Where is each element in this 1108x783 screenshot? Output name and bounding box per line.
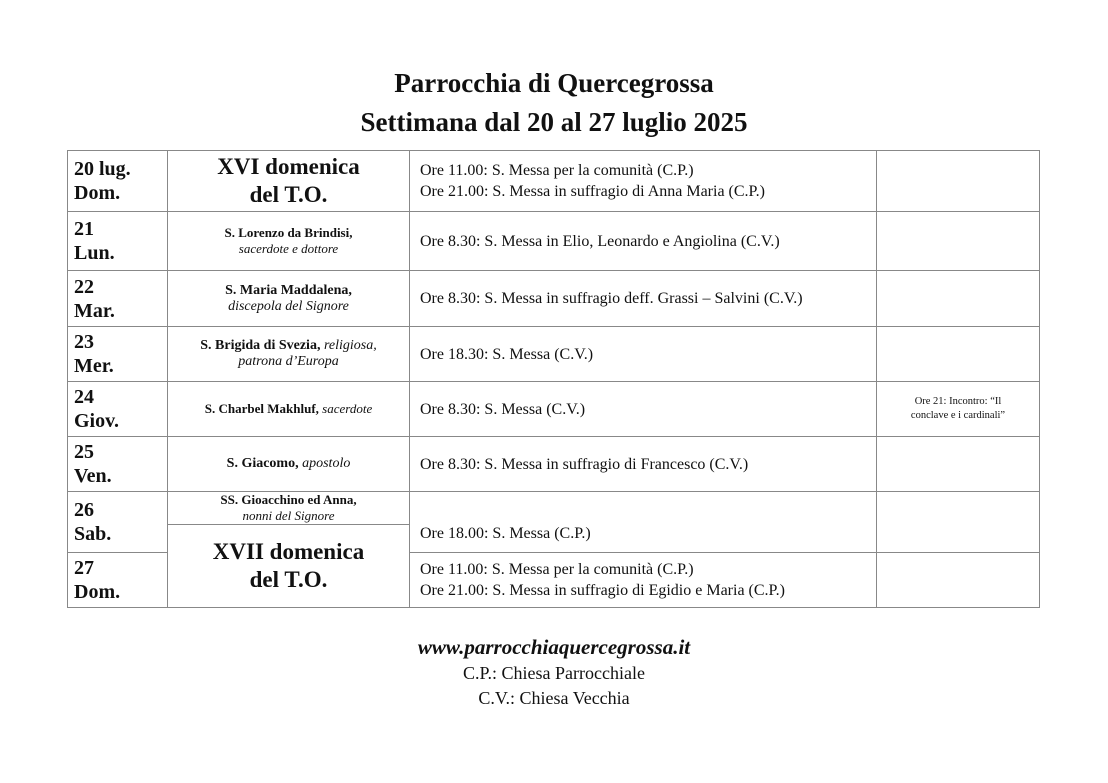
table-row (68, 492, 1040, 525)
day-number: 26 (74, 499, 94, 521)
table-row (68, 151, 1040, 212)
page-title: Parrocchia di Quercegrossa (394, 68, 714, 98)
mass-cell (410, 212, 877, 271)
mass-cell (410, 327, 877, 382)
saint-role: sacerdote (318, 401, 373, 416)
day-cell (68, 327, 168, 382)
mass-line: Ore 11.00: S. Messa per la comunità (C.P.) (420, 561, 694, 578)
mass-line: Ore 21.00: S. Messa in suffragio di Anna Maria (C.P.) (420, 183, 765, 200)
table-row (68, 327, 1040, 382)
day-cell (68, 271, 168, 327)
day-cell (68, 437, 168, 492)
schedule-table (67, 150, 1040, 608)
celebration-line: XVII domenica (212, 539, 365, 564)
note-cell (877, 553, 1040, 608)
day-cell (68, 212, 168, 271)
table-row (68, 271, 1040, 327)
table-row (68, 212, 1040, 271)
day-name: Mar. (74, 299, 115, 322)
note-cell (877, 382, 1040, 437)
day-name: Sab. (74, 523, 112, 545)
saint-role: religiosa, (320, 338, 377, 353)
legend-cv: C.V.: Chiesa Vecchia (478, 688, 630, 708)
mass-line: Ore 18.00: S. Messa (C.P.) (420, 524, 591, 542)
note-cell (877, 492, 1040, 553)
mass-cell (410, 553, 877, 608)
day-number: 20 lug. (74, 158, 131, 180)
day-number: 21 (74, 218, 94, 240)
mass-cell (410, 382, 877, 437)
day-number: 22 (74, 275, 94, 298)
saint-role: apostolo (298, 456, 351, 471)
mass-cell (410, 271, 877, 327)
celebration-line: del T.O. (249, 567, 328, 592)
day-name: Dom. (74, 182, 121, 204)
saint-name: S. Lorenzo da Brindisi, (224, 225, 353, 240)
celebration-line: del T.O. (249, 182, 328, 207)
mass-line: Ore 8.30: S. Messa in suffragio deff. Grassi – Salvini (C.V.) (420, 290, 803, 307)
saint-name: S. Brigida di Svezia, (200, 338, 321, 353)
table-row (68, 437, 1040, 492)
day-cell (68, 151, 168, 212)
saint-cell (168, 212, 410, 271)
day-name: Lun. (74, 242, 115, 264)
saint-cell (168, 437, 410, 492)
saint-name: SS. Gioacchino ed Anna, (220, 492, 357, 507)
note-line: Ore 21: Incontro: “Il (914, 396, 1002, 407)
saint-name: S. Maria Maddalena, (225, 282, 352, 298)
mass-line: Ore 8.30: S. Messa in Elio, Leonardo e Angiolina (C.V.) (420, 232, 780, 250)
saint-title: nonni del Signore (242, 508, 335, 523)
saint-name: S. Giacomo, (226, 456, 299, 471)
saint-cell (168, 327, 410, 382)
celebration-cell (168, 151, 410, 212)
mass-cell (410, 492, 877, 553)
day-cell (68, 492, 168, 553)
celebration-line: XVI domenica (217, 154, 360, 179)
note-cell (877, 437, 1040, 492)
mass-cell (410, 151, 877, 212)
day-name: Giov. (74, 410, 120, 432)
day-cell (68, 553, 168, 608)
mass-line: Ore 18.30: S. Messa (C.V.) (420, 345, 594, 363)
note-cell (877, 151, 1040, 212)
note-cell (877, 271, 1040, 327)
saint-title: patrona d’Europa (238, 354, 339, 369)
day-cell (68, 382, 168, 437)
day-number: 27 (74, 557, 94, 579)
note-line: conclave e i cardinali” (910, 410, 1006, 421)
note-cell (877, 212, 1040, 271)
saint-title: discepola del Signore (228, 298, 349, 314)
mass-line: Ore 8.30: S. Messa in suffragio di Francesco (C.V.) (420, 455, 749, 473)
saint-cell (168, 492, 410, 525)
legend-cp: C.P.: Chiesa Parrocchiale (463, 663, 645, 683)
page-subtitle: Settimana dal 20 al 27 luglio 2025 (360, 107, 748, 137)
saint-name: S. Charbel Makhluf, (204, 401, 319, 416)
saint-cell (168, 382, 410, 437)
mass-line: Ore 8.30: S. Messa (C.V.) (420, 400, 586, 418)
saint-title: sacerdote e dottore (238, 241, 339, 256)
mass-cell (410, 437, 877, 492)
mass-line: Ore 11.00: S. Messa per la comunità (C.P.) (420, 162, 694, 179)
note-cell (877, 327, 1040, 382)
day-name: Dom. (74, 581, 121, 603)
celebration-cell (168, 525, 410, 608)
mass-line: Ore 21.00: S. Messa in suffragio di Egidio e Maria (C.P.) (420, 582, 785, 599)
day-number: 23 (74, 331, 94, 353)
website-link[interactable]: www.parrocchiaquercegrossa.it (417, 635, 691, 659)
day-name: Mer. (74, 355, 114, 377)
day-number: 25 (74, 441, 94, 463)
day-number: 24 (74, 386, 94, 408)
saint-cell (168, 271, 410, 327)
table-row (68, 382, 1040, 437)
day-name: Ven. (74, 465, 112, 487)
